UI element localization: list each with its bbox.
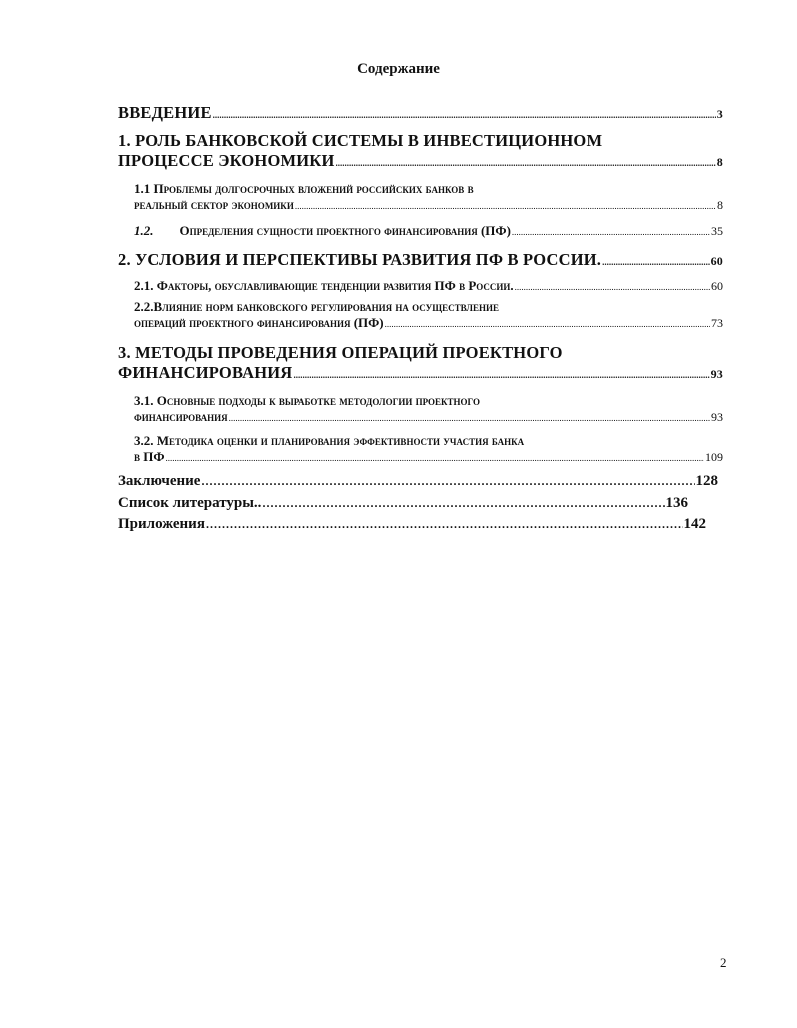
toc-page-number: 93 — [710, 367, 723, 381]
dot-leader — [201, 474, 694, 489]
toc-entry-section-3-1[interactable] — [134, 393, 723, 425]
page-number: 2 — [720, 955, 727, 970]
toc-entry-number: 1.2. — [134, 223, 154, 238]
toc-page-number: 60 — [710, 254, 723, 268]
toc-page-number: 60 — [711, 279, 723, 293]
toc-entry-title-cont: ФИНАНСИРОВАНИЯ — [118, 363, 293, 382]
toc-entry-references[interactable] — [118, 495, 688, 512]
toc-entry-section-2-2[interactable] — [134, 299, 723, 331]
toc-entry-title: Заключение — [118, 473, 201, 489]
toc-entry-appendix[interactable] — [118, 516, 706, 533]
toc-entry-title-cont: в ПФ — [134, 449, 165, 464]
toc-page-number: 3 — [716, 107, 723, 121]
dot-leader — [206, 517, 683, 532]
toc-entry-section-1-1[interactable] — [134, 181, 723, 213]
toc-page-number: 93 — [711, 410, 723, 424]
dot-leader — [602, 257, 709, 267]
toc-entry-section-3-2[interactable] — [134, 433, 723, 465]
toc-entry-title: 3. МЕТОДЫ ПРОВЕДЕНИЯ ОПЕРАЦИЙ ПРОЕКТНОГО — [118, 343, 563, 362]
dot-leader — [262, 496, 664, 511]
toc-entry-title: 3.1. Основные подходы к выработке методологии проектного — [134, 393, 481, 408]
toc-entry-title: 2.2.Влияние норм банковского регулирования на осуществление — [134, 299, 499, 314]
dot-leader — [515, 282, 710, 292]
toc-entry-title-cont: реальный сектор экономики — [134, 197, 294, 212]
dot-leader — [295, 201, 716, 211]
toc-page-number: 142 — [683, 516, 706, 532]
dot-leader — [293, 370, 709, 380]
toc-entry-section-2-1[interactable] — [134, 278, 723, 294]
dot-leader — [166, 453, 704, 463]
toc-entry-chapter-1[interactable] — [118, 131, 723, 171]
dot-leader — [512, 227, 710, 237]
toc-page-number: 109 — [705, 450, 723, 464]
toc-entry-intro[interactable] — [118, 103, 723, 123]
toc-entry-title: 1.1 Проблемы долгосрочных вложений российских банков в — [134, 181, 474, 196]
dot-leader — [213, 110, 716, 120]
toc-entry-title: ВВЕДЕНИЕ — [118, 103, 212, 122]
toc-page-number: 128 — [695, 473, 718, 489]
toc-entry-chapter-3[interactable] — [118, 343, 723, 383]
toc-page-number: 73 — [711, 316, 723, 330]
toc-page-number: 8 — [716, 155, 723, 169]
toc-entry-title: 1. РОЛЬ БАНКОВСКОЙ СИСТЕМЫ В ИНВЕСТИЦИОННОМ — [118, 131, 603, 150]
toc-entry-conclusion[interactable] — [118, 473, 718, 490]
toc-entry-title-cont: операций проектного финансирования (ПФ) — [134, 315, 384, 330]
toc-entry-title: Список литературы.. — [118, 495, 262, 511]
toc-page-number: 136 — [665, 495, 688, 511]
toc-page-number: 35 — [711, 224, 723, 238]
toc-entry-title: 2. УСЛОВИЯ И ПЕРСПЕКТИВЫ РАЗВИТИЯ ПФ В РОССИИ. — [118, 250, 602, 269]
toc-entry-title: Определения сущности проектного финансирования (ПФ) — [179, 223, 511, 238]
dot-leader — [229, 413, 710, 423]
toc-entry-title: 2.1. Факторы, обуславливающие тенденции развития ПФ в России. — [134, 278, 514, 293]
toc-entry-section-1-2[interactable] — [134, 223, 723, 239]
page-title: Содержание — [357, 61, 440, 77]
toc-entry-title-cont: ПРОЦЕССЕ ЭКОНОМИКИ — [118, 151, 335, 170]
dot-leader — [336, 158, 716, 168]
toc-entry-title: 3.2. Методика оценки и планирования эффективности участия банка — [134, 433, 525, 448]
toc-entry-title: Приложения — [118, 516, 205, 532]
toc-entry-chapter-2[interactable] — [118, 250, 723, 270]
toc-page-number: 8 — [717, 198, 723, 212]
toc-entry-title-cont: финансирования — [134, 409, 228, 424]
dot-leader — [385, 319, 710, 329]
